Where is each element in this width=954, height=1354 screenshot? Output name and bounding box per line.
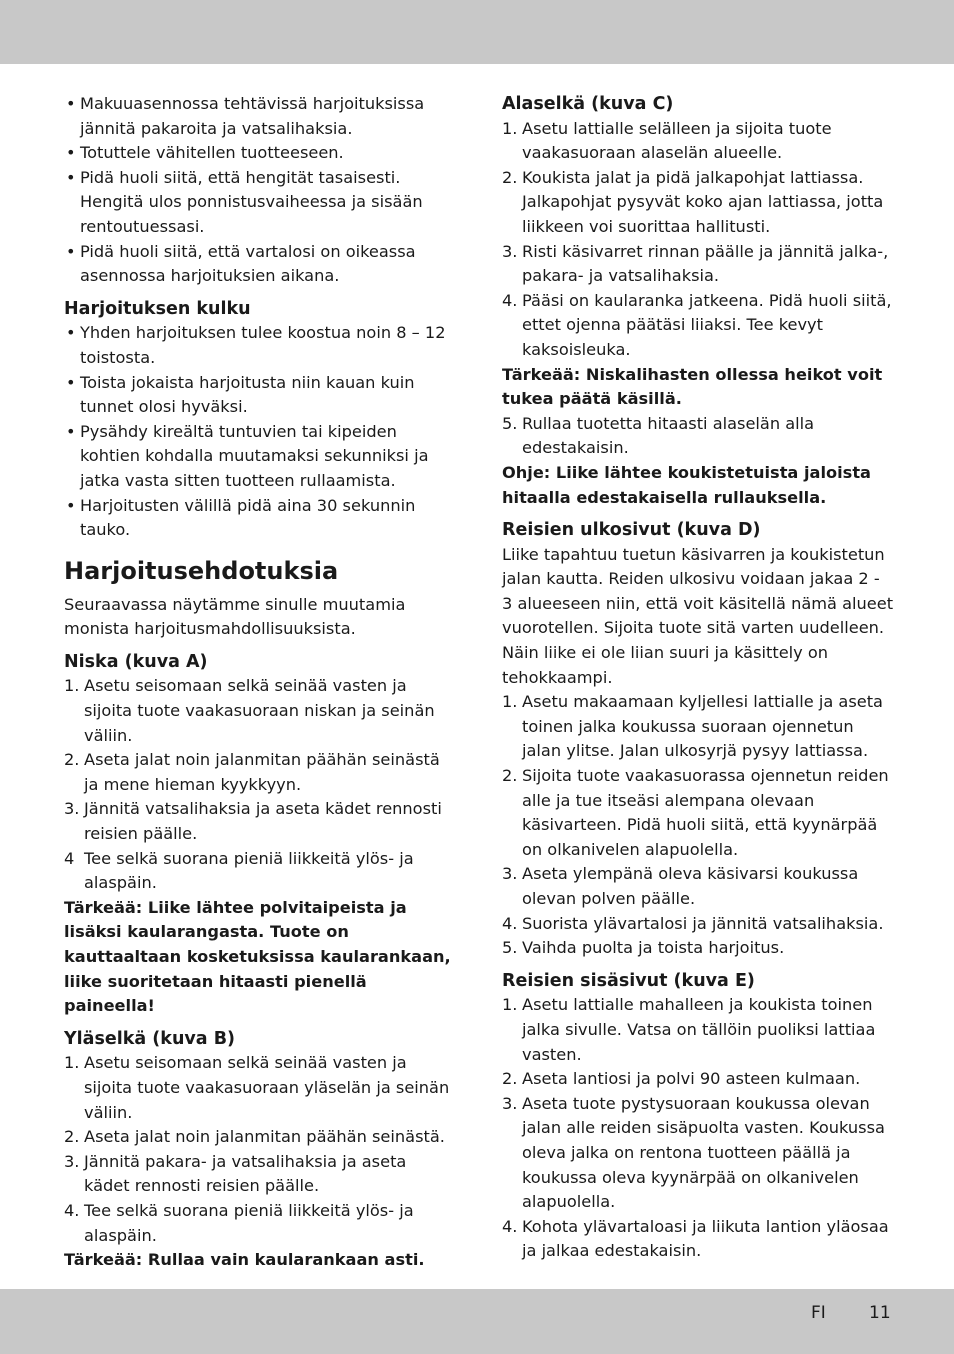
step-text: Jännitä vatsalihaksia ja aseta kädet rennosti reisien päälle.: [84, 799, 442, 844]
list-item: [502, 1067, 894, 1092]
step-number: 1.: [502, 995, 518, 1015]
list-item: • Harjoitusten välillä pidä aina 30 sekunnin tauko.: [64, 494, 454, 543]
list-item: [64, 1150, 454, 1199]
alaselka-step-5: [502, 412, 894, 461]
list-item: [502, 936, 894, 961]
list-item: • Toista jokaista harjoitusta niin kauan kuin tunnet olosi hyväksi.: [64, 371, 454, 420]
step-text: Tee selkä suorana pieniä liikkeitä ylös- ja alaspäin.: [84, 848, 414, 893]
list-item: [64, 1051, 454, 1125]
ulkosivut-intro: Liike tapahtuu tuetun käsivarren ja koukistetun jalan kautta. Reiden ulkosivu voidaan jakaa 2 - 3 alueeseen niin, että voit käsitellä nämä alueet vuorotellen. Sijoita tuote sitä varten uudelleen. Näin liike ei ole liian suuri ja käsittely on tehokkaampi.: [502, 544, 894, 687]
list-item: [502, 764, 894, 862]
step-number: 3.: [502, 864, 518, 884]
step-text: Aseta lantiosi ja polvi 90 asteen kulmaan.: [522, 1069, 861, 1089]
list-item: • Pysähdy kireältä tuntuvien tai kipeiden kohtien kohdalla muutamaksi sekunniksi ja jatka vasta sitten tuotteen rullaamista.: [64, 420, 454, 494]
header-band: [0, 0, 954, 64]
page-main-heading: Harjoitusehdotuksia: [64, 556, 339, 585]
list-item: [502, 1092, 894, 1215]
step-number: 1.: [502, 692, 518, 712]
section-heading-alaselka: Alaselkä (kuva C): [502, 94, 674, 114]
step-number: 2.: [502, 1069, 518, 1089]
alaselka-step-list: [502, 117, 894, 363]
list-item: [502, 166, 894, 240]
step-text: Sijoita tuote vaakasuorassa ojennetun reiden alle ja tue itseäsi alempana olevaan käsivarteen. Pidä huoli siitä, että kyynärpää on olkanivelen alapuolella.: [522, 766, 889, 859]
step-text: Aseta ylempänä oleva käsivarsi koukussa olevan polven päälle.: [522, 864, 859, 908]
step-text: Aseta jalat noin jalanmitan päähän seinästä ja mene hieman kyykkyyn.: [84, 750, 440, 794]
list-item: [64, 674, 454, 748]
step-number: 1.: [64, 676, 80, 696]
step-text: Koukista jalat ja pidä jalkapohjat lattiassa. Jalkapohjat pysyvät koko ajan lattiassa, jotta liikkeen voi suorittaa hallitusti.: [522, 167, 884, 236]
list-item: [502, 690, 894, 764]
step-number: 4.: [64, 1200, 80, 1220]
step-number: 3.: [64, 799, 80, 819]
kulku-bullet-list: [64, 321, 454, 542]
list-item: [502, 240, 894, 289]
step-number: 4.: [502, 1216, 518, 1236]
list-item: [502, 412, 894, 461]
list-item: • Yhden harjoituksen tulee koostua noin 8 – 12 toistosta.: [64, 321, 454, 370]
step-number: 2.: [64, 750, 80, 770]
step-number: 4: [64, 848, 75, 868]
step-text: Pääsi on kaularanka jatkeena. Pidä huoli siitä, ettet ojenna päätäsi liiaksi. Tee kevyt kaksoisleuka.: [522, 290, 892, 359]
step-number: 4.: [502, 913, 518, 933]
step-text: Asetu lattialle selälleen ja sijoita tuote vaakasuoraan alaselän alueelle.: [522, 118, 832, 163]
step-number: 5.: [502, 938, 518, 958]
step-number: 1.: [64, 1053, 80, 1073]
step-number: 2.: [64, 1127, 80, 1147]
list-item: [502, 1215, 894, 1264]
list-item: [64, 748, 454, 797]
step-number: 3.: [502, 241, 518, 261]
list-item: [64, 847, 454, 896]
step-text: Aseta jalat noin jalanmitan päähän seinästä.: [84, 1127, 445, 1147]
step-number: 3.: [502, 1093, 518, 1113]
step-number: 3.: [64, 1151, 80, 1171]
list-item: [64, 797, 454, 846]
step-text: Asetu lattialle mahalleen ja koukista toinen jalka sivulle. Vatsa on tällöin puoliksi lattiaa vasten.: [522, 995, 876, 1064]
list-item: [502, 117, 894, 166]
left-column: [64, 92, 454, 1273]
list-item: • Makuuasennossa tehtävissä harjoituksissa jännitä pakaroita ja vatsalihaksia.: [64, 92, 454, 141]
list-item: [502, 912, 894, 937]
step-text: Suorista ylävartalosi ja jännitä vatsalihaksia.: [522, 913, 884, 933]
section-heading-ulkosivut: Reisien ulkosivut (kuva D): [502, 520, 761, 541]
step-text: Kohota ylävartaloasi ja liikuta lantion yläosaa ja jalkaa edestakaisin.: [522, 1216, 889, 1261]
step-number: 2.: [502, 766, 518, 786]
list-item: [502, 993, 894, 1067]
list-item: [502, 862, 894, 911]
step-number: 2.: [502, 167, 518, 187]
list-item: • Pidä huoli siitä, että hengität tasaisesti. Hengitä ulos ponnistusvaiheessa ja sisään rentoutuessasi.: [64, 166, 454, 240]
step-text: Tee selkä suorana pieniä liikkeitä ylös- ja alaspäin.: [84, 1200, 414, 1245]
section-heading-sisasivut: Reisien sisäsivut (kuva E): [502, 970, 755, 991]
alaselka-important-note: Tärkeää: Niskalihasten ollessa heikot voit tukea päätä käsillä.: [502, 364, 883, 409]
list-item: [502, 289, 894, 363]
sisasivut-step-list: [502, 993, 894, 1264]
ylaselka-step-list: [64, 1051, 454, 1248]
right-column: [502, 92, 894, 1264]
step-text: Risti käsivarret rinnan päälle ja jännitä jalka-, pakara- ja vatsalihaksia.: [522, 241, 889, 286]
list-item: [64, 1199, 454, 1248]
alaselka-tip-note: Ohje: Liike lähtee koukistetuista jaloista hitaalla edestakaisella rullauksella.: [502, 462, 871, 507]
section-heading-ylaselka: Yläselkä (kuva B): [64, 1028, 236, 1049]
step-number: 5.: [502, 413, 518, 433]
section-heading-kulku: Harjoituksen kulku: [64, 298, 251, 319]
ehdotuksia-intro: Seuraavassa näytämme sinulle muutamia monista harjoitusmahdollisuuksista.: [64, 594, 406, 639]
niska-important-note: Tärkeää: Liike lähtee polvitaipeista ja lisäksi kaularangasta. Tuote on kauttaaltaan kosketuksissa kaularankaan, liike suoritetaan hitaasti pienellä paineella!: [64, 897, 451, 1016]
step-number: 1.: [502, 118, 518, 138]
list-item: • Pidä huoli siitä, että vartalosi on oikeassa asennossa harjoituksien aikana.: [64, 240, 454, 289]
page-number: 11: [869, 1303, 891, 1323]
step-text: Asetu seisomaan selkä seinää vasten ja sijoita tuote vaakasuoraan niskan ja seinän väliin.: [84, 676, 435, 745]
step-number: 4.: [502, 290, 518, 310]
intro-bullet-list: [64, 92, 454, 289]
ulkosivut-step-list: [502, 690, 894, 961]
list-item: • Totuttele vähitellen tuotteeseen.: [64, 141, 454, 166]
niska-step-list: [64, 674, 454, 895]
step-text: Rullaa tuotetta hitaasti alaselän alla edestakaisin.: [522, 413, 815, 458]
ylaselka-important-note: Tärkeää: Rullaa vain kaularankaan asti.: [64, 1250, 425, 1270]
step-text: Jännitä pakara- ja vatsalihaksia ja aseta kädet rennosti reisien päälle.: [84, 1151, 407, 1196]
step-text: Aseta tuote pystysuoraan koukussa olevan jalan alle reiden sisäpuolta vasten. Koukussa oleva jalka on rentona tuotteen päällä ja koukussa oleva kyynärpää on olkanivelen alapuolella.: [522, 1093, 885, 1212]
list-item: [64, 1125, 454, 1150]
step-text: Vaihda puolta ja toista harjoitus.: [522, 938, 785, 958]
step-text: Asetu makaamaan kyljellesi lattialle ja aseta toinen jalka koukussa suoraan ojennetun jalan ylitse. Jalan ulkosyrjä pysyy lattiassa.: [522, 692, 883, 761]
section-heading-niska: Niska (kuva A): [64, 651, 208, 672]
step-text: Asetu seisomaan selkä seinää vasten ja sijoita tuote vaakasuoraan yläselän ja seinän väliin.: [84, 1053, 450, 1122]
footer-language-code: FI: [811, 1303, 826, 1323]
